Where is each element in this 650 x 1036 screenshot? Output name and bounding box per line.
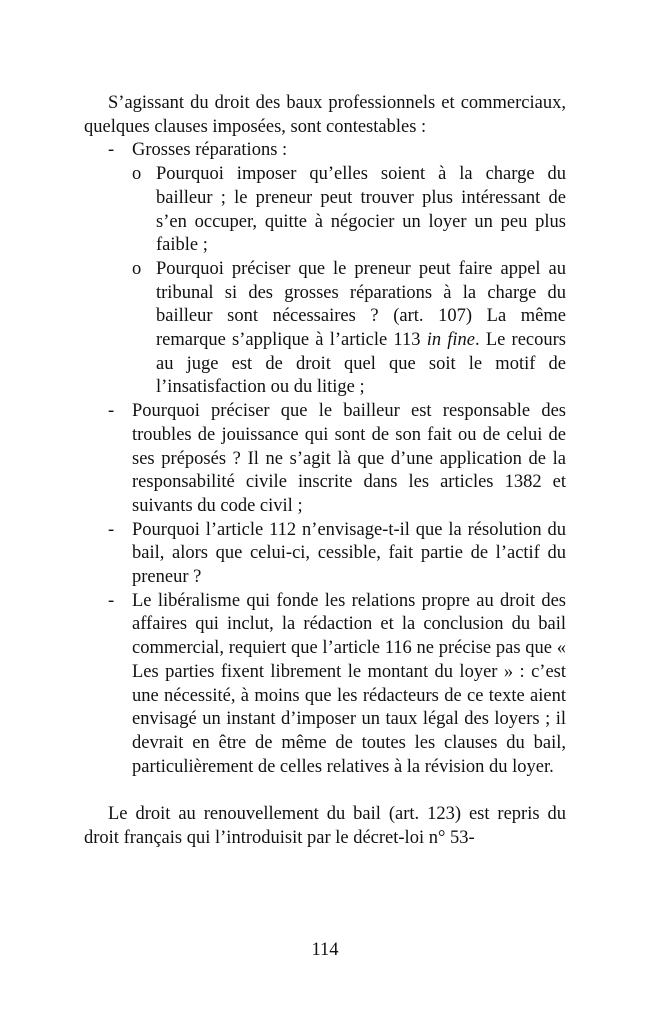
- list-item: [84, 139, 566, 400]
- list-item-text: Pourquoi préciser que le bailleur est responsable des troubles de jouissance qui sont de son fait ou de celui de ses préposés ? Il ne s’agit là que d’une application de la responsabilité civile inscrite dans les articles 1382 et suivants du code civil ;: [132, 401, 566, 516]
- list-item-text: Grosses réparations :: [132, 140, 288, 161]
- dash-bullet: -: [108, 590, 115, 611]
- list-item-text: Pourquoi l’article 112 n’envisage-t-il que la résolution du bail, alors que celui-ci, cessible, fait partie de l’actif du preneur ?: [132, 519, 566, 588]
- sub-list-item-text: Pourquoi préciser que le preneur peut faire appel au tribunal si des grosses réparations à la charge du bailleur sont nécessaires ? (art. 107) La même remarque s’applique à l’article 113: [156, 258, 566, 351]
- sub-bullet-list: [132, 163, 566, 400]
- dash-bullet: -: [108, 140, 115, 161]
- sub-list-item-text-end: . Le recours au juge est de droit quel que soit le motif de l’insatisfaction ou du litige ;: [156, 330, 566, 398]
- page-number: 114: [311, 940, 339, 960]
- circle-bullet: o: [132, 258, 142, 279]
- page-body: [84, 92, 566, 850]
- list-item: [84, 590, 566, 780]
- circle-bullet: o: [132, 164, 142, 185]
- dash-bullet: -: [108, 519, 115, 540]
- sub-list-item: [132, 258, 566, 400]
- italic-latin-phrase: in fine: [426, 330, 476, 351]
- dash-bullet: -: [108, 401, 115, 422]
- list-item-text: Le libéralisme qui fonde les relations propre au droit des affaires qui inclut, la rédaction et la conclusion du bail commercial, requiert que l’article 116 ne précise pas que « Les parties fixent librement le montant du loyer » : c’est une nécessité, à moins que les rédacteurs de ce texte aient envisagé un instant d’imposer un taux légal des loyers ; il devrait en être de même de toutes les clauses du bail, particulièrement de celles relatives à la révision du loyer.: [132, 590, 566, 777]
- intro-paragraph: S’agissant du droit des baux professionnels et commerciaux, quelques clauses imposées, sont contestables :: [84, 93, 566, 137]
- list-item: [84, 519, 566, 590]
- sub-list-item: [132, 163, 566, 258]
- list-item: [84, 400, 566, 519]
- paragraph-gap: [84, 779, 566, 803]
- bullet-list: [84, 139, 566, 779]
- closing-paragraph: Le droit au renouvellement du bail (art. 123) est repris du droit français qui l’introduisit par le décret-loi n° 53-: [84, 804, 566, 848]
- sub-list-item-text: Pourquoi imposer qu’elles soient à la charge du bailleur ; le preneur peut trouver plus intéressant de s’en occuper, quitte à négocier un loyer un peu plus faible ;: [156, 164, 566, 256]
